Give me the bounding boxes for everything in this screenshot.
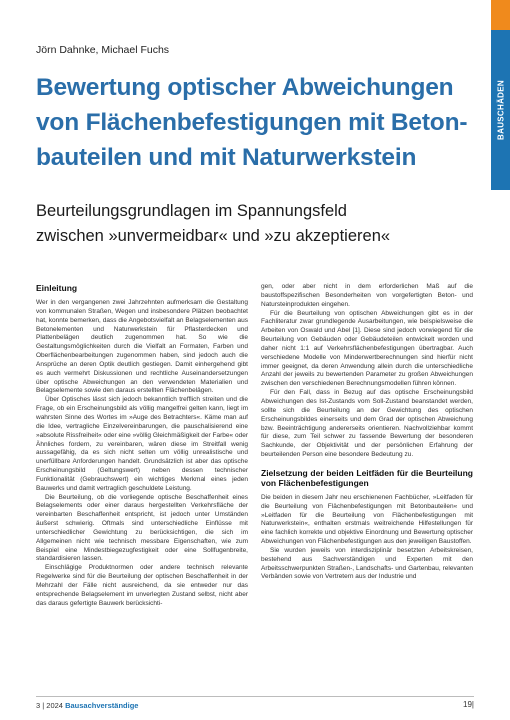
footer-issue <box>36 701 138 710</box>
body-paragraph: Über Optisches lässt sich jedoch bekanntlich trefflich streiten und die Frage, ob ein Erscheinungsbild als völlig mangelfrei gelten kann, liegt im wahrsten Sinne des Wortes im »Auge des Betrachters«. Käme man auf die Idee, vertragliche Einzelvereinbarungen, die pauschalisierend eine »absolute Rissfreiheit« oder eine »völlig Gleichmäßigkeit der Farbe« oder Ähnliches fordern, zu vereinbaren, wären diese im Streitfall wenig aussagefähig, da es sich nicht selten um völlig unrealistische und unerfüllbare Anforderungen handelt. Grundsätzlich ist aber das optische Erscheinungsbild (Geltungswert) neben dessen technischer Funktionalität (Gebrauchswert) ein wichtiges Merkmal eines jeden Bauwerks und damit vertraglich geschuldete Leistung. <box>36 396 248 492</box>
right-column <box>261 283 473 582</box>
body-paragraph: Die Beurteilung, ob die vorliegende optische Beschaffenheit eines Belagselements oder einer daraus hergestellten Verkehrsfläche der vereinbarten Beschaffenheit entspricht, ist jedoch unter Umständen äußerst schwierig. Oftmals sind unterschiedliche Einflüsse mit unterschiedlicher Gewichtung zu berücksichtigen, die sich im Allgemeinen nicht wie technisch messbare Eigenschaften, wie zum Beispiel eine Mindestbiegezugfestigkeit oder eine Sollfugenbreite, standardisieren lassen. <box>36 493 248 563</box>
article-authors: Jörn Dahnke, Michael Fuchs <box>36 44 170 56</box>
body-paragraph: gen, oder aber nicht in dem erforderlichen Maß auf die baustoffspezifischen Besonderheiten von vorgefertigten Beton- und Natursteinprodukten eingehen. <box>261 283 473 308</box>
article-title: Bewertung optischer Abweichungen von Flächenbefestigungen mit Beton- bauteilen und mit Naturwerkstein <box>36 74 468 171</box>
body-paragraph: Für die Beurteilung von optischen Abweichungen gibt es in der Fachliteratur zwar grundlegende Ausarbeitungen, wie beispielsweise die Arbeiten von Oswald und Abel [1]. Diese sind jedoch vorwiegend für die Beurteilung von Gebäuden oder Gebäudeteilen entwickelt worden und daher nicht 1:1 auf Verkehrsflächenbefestigungen übertragbar. Auch verschiedene Modelle von Minderwertberechnungen sind hierfür nicht immer geeignet, da deren Anwendung allein durch die unterschiedliche Anzahl der jeweils zu bewertenden Parameter zu großen Abweichungen zwischen den verschiedenen Berechnungsmodellen führen können. <box>261 309 473 388</box>
section-heading-objective: Zielsetzung der beiden Leitfäden für die Beurteilung von Flächenbefestigungen <box>261 467 473 489</box>
side-tab-orange-strip <box>491 0 510 30</box>
body-paragraph: Für den Fall, dass in Bezug auf das optische Erscheinungsbild Abweichungen des Ist-Zustands vom Soll-Zustand beanstandet werden, sollte sich die Beurteilung an der Gewichtung des optischen Erscheinungsbildes einerseits und dem Grad der optischen Abweichung bzw. Beeinträchtigung andererseits orientieren. Nachvollziehbar kommt für diese, zum Teil schwer zu fassende Bewertung der besonderen Sachkunde, der Objektivität und der persönlichen Erfahrung der beurteilenden Person eine besondere Bedeutung zu. <box>261 389 473 459</box>
left-column <box>36 283 248 609</box>
body-paragraph: Die beiden in diesem Jahr neu erschienenen Fachbücher, »Leitfaden für die Beurteilung von Flächenbefestigungen mit Betonbauteilen« und »Leitfaden für die Beurteilung von Flächenbefestigungen mit Naturwerkstein«, enthalten erstmals weitreichende Hilfestellungen für eine fachlich korrekte und objektive Einordnung und Bewertung optischer Abweichungen von Flächenbefestigungen aus den jeweiligen Baustoffen. <box>261 493 473 546</box>
side-tab-label: BAUSCHÄDEN <box>496 80 505 140</box>
article-subtitle: Beurteilungsgrundlagen im Spannungsfeld zwischen »unvermeidbar« und »zu akzeptieren« <box>36 202 391 245</box>
footer-issue-number: 3 | 2024 <box>36 701 63 710</box>
footer-publication: Bausachverständige <box>65 701 139 710</box>
body-paragraph: Wer in den vergangenen zwei Jahrzehnten aufmerksam die Gestaltung von kommunalen Straßen, Wegen und insbesondere Plätzen beobachtet hat, konnte bemerken, dass die Angebotsvielfalt an Belagselementen aus Betonelementen und Naturwerkstein für Pflasterdecken und Plattenbelägen deutlich zugenommen hat. So wie die Gestaltungsmöglichkeiten durch die Vielfalt an Formaten, Farben und Oberflächenbearbeitungen zugenommen haben, sind jedoch auch die Ansprüche an deren Optik deutlich gestiegen. Damit einhergehend gibt es auch vermehrt Diskussionen und rechtliche Auseinandersetzungen über optische Abweichungen an den verwendeten Materialien und Belagselemente sowie den daraus erstellten Flächenbelägen. <box>36 299 248 395</box>
body-paragraph: Sie wurden jeweils von interdisziplinär besetzten Arbeitskreisen, bestehend aus Sachverständigen und Experten mit den Arbeitsschwerpunkten Straßen-, Landschafts- und Gartenbau, relevanten Verbänden sowie von Vertretern aus der Industrie und <box>261 546 473 581</box>
body-paragraph: Einschlägige Produktnormen oder andere technisch relevante Regelwerke sind für die Beurteilung der optischen Beschaffenheit in der Mehrzahl der Fälle nicht ausreichend, da sie entweder nur das entsprechende Belagselement im unverlegten Zustand selbst, nicht aber das daraus gefertigte Bauwerk berücksichti- <box>36 564 248 607</box>
page-number: 19| <box>463 700 474 709</box>
footer-divider <box>36 696 474 697</box>
side-tab-section <box>491 30 510 190</box>
section-heading-introduction: Einleitung <box>36 283 78 293</box>
